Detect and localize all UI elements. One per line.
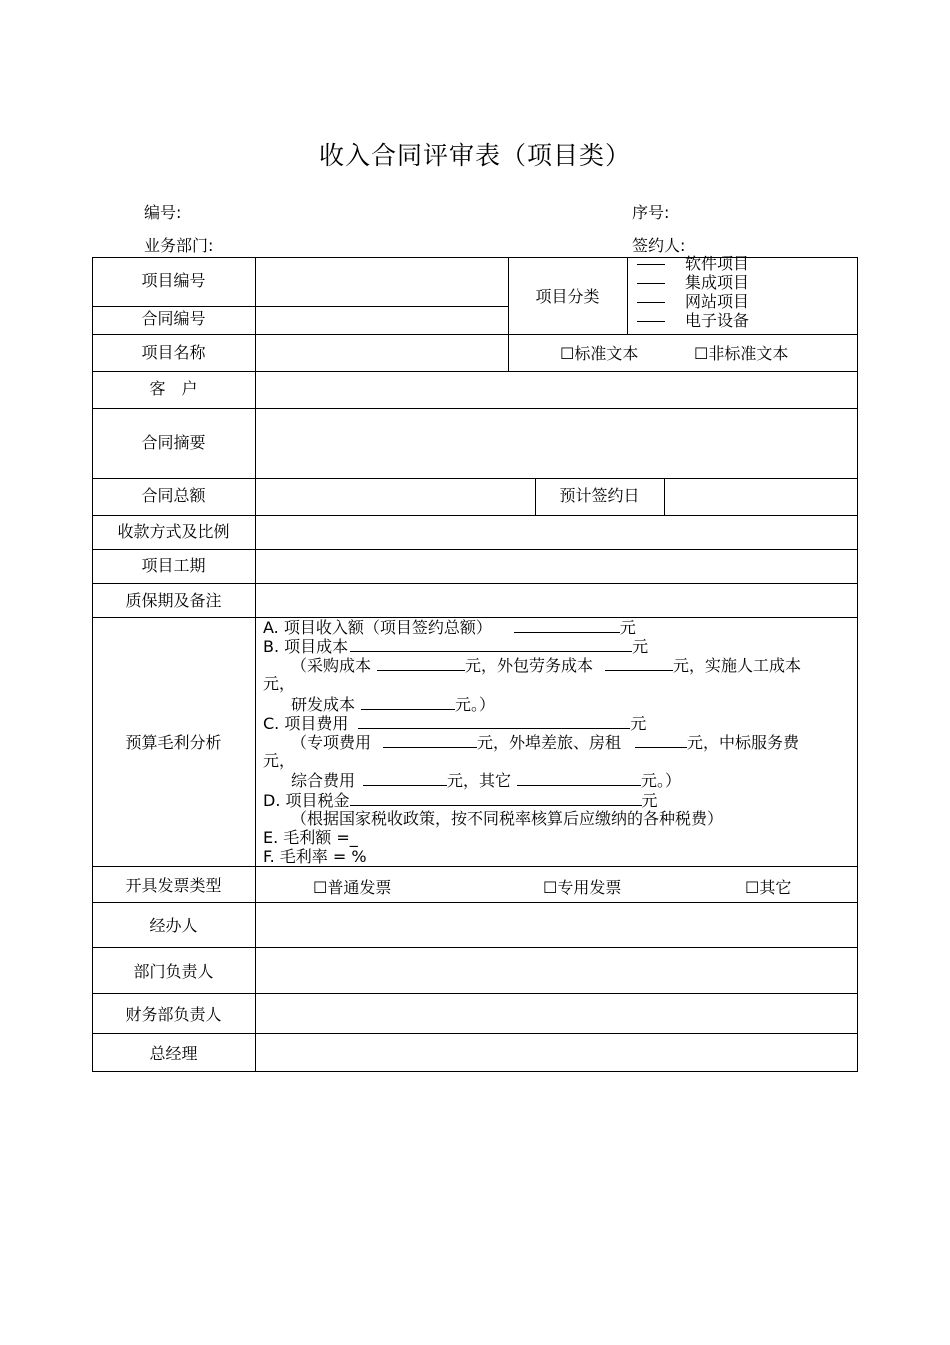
- budget-line-c-detail: （专项费用 元，外埠差旅、房租 元，中标服务费: [291, 733, 800, 752]
- finance-head-label: 财务部负责人: [125, 1004, 222, 1024]
- expected-sign-date-label: 预计签约日: [559, 486, 640, 505]
- contract-no-label: 合同编号: [141, 308, 206, 328]
- general-manager-label: 总经理: [149, 1043, 198, 1063]
- serial-label: 序号:: [632, 203, 670, 222]
- contract-total-label: 合同总额: [141, 486, 206, 505]
- payment-method-label: 收款方式及比例: [117, 521, 230, 541]
- budget-line-e: E. 毛利额 =_: [263, 828, 358, 847]
- budget-line-c-wrap: 元，: [263, 751, 296, 770]
- handler-label: 经办人: [149, 916, 198, 935]
- dept-head-field[interactable]: [256, 948, 857, 993]
- invoice-type-label: 开具发票类型: [125, 875, 222, 895]
- contract-no-field[interactable]: [256, 307, 508, 334]
- warranty-label: 质保期及备注: [125, 590, 222, 610]
- budget-line-b-rd: 研发成本 元。）: [291, 695, 496, 714]
- general-invoice-checkbox[interactable]: ☐普通发票: [313, 878, 392, 897]
- special-invoice-checkbox[interactable]: ☐专用发票: [543, 878, 622, 897]
- contract-total-field[interactable]: [256, 479, 535, 515]
- category-option-integration[interactable]: 集成项目: [637, 273, 749, 292]
- project-name-field[interactable]: [256, 335, 508, 371]
- general-manager-field[interactable]: [256, 1034, 857, 1071]
- page-title: 收入合同评审表（项目类）: [318, 141, 631, 170]
- budget-line-c: C. 项目费用 元: [263, 714, 647, 733]
- budget-line-b-detail: （采购成本 元，外包劳务成本 元，实施人工成本: [291, 656, 802, 675]
- number-label: 编号:: [144, 203, 182, 222]
- project-no-label: 项目编号: [141, 270, 206, 290]
- department-label: 业务部门:: [144, 236, 214, 255]
- budget-line-b-wrap: 元，: [263, 674, 296, 693]
- budget-line-a: A. 项目收入额（项目签约总额） 元: [263, 618, 636, 637]
- budget-analysis-label: 预算毛利分析: [125, 733, 222, 752]
- other-invoice-checkbox[interactable]: ☐其它: [745, 878, 792, 897]
- budget-line-c-other: 综合费用 元，其它 元。）: [291, 771, 682, 790]
- category-option-website[interactable]: 网站项目: [637, 292, 749, 311]
- dept-head-label: 部门负责人: [133, 961, 214, 981]
- payment-method-field[interactable]: [256, 516, 857, 549]
- finance-head-field[interactable]: [256, 994, 857, 1033]
- nonstandard-text-checkbox[interactable]: ☐非标准文本: [694, 344, 789, 363]
- contract-summary-label: 合同摘要: [141, 432, 206, 452]
- budget-line-b: B. 项目成本 元: [263, 637, 649, 656]
- signer-label: 签约人:: [632, 236, 686, 255]
- project-name-label: 项目名称: [141, 342, 206, 362]
- project-period-label: 项目工期: [141, 555, 206, 575]
- customer-label: 客 户: [149, 379, 198, 398]
- budget-line-d-note: （根据国家税收政策，按不同税率核算后应缴纳的各种税费）: [291, 809, 724, 828]
- handler-field[interactable]: [256, 903, 857, 947]
- budget-line-d: D. 项目税金 元: [263, 791, 658, 810]
- budget-line-f: F. 毛利率 = %: [263, 847, 367, 866]
- warranty-field[interactable]: [256, 584, 857, 617]
- category-option-electronics[interactable]: 电子设备: [637, 311, 749, 330]
- project-category-label: 项目分类: [535, 287, 600, 306]
- contract-summary-field[interactable]: [256, 409, 857, 478]
- standard-text-checkbox[interactable]: ☐标准文本: [560, 344, 639, 363]
- customer-field[interactable]: [256, 372, 857, 408]
- expected-sign-date-field[interactable]: [665, 479, 857, 515]
- project-no-field[interactable]: [256, 258, 508, 306]
- category-option-software[interactable]: 软件项目: [637, 254, 749, 273]
- project-period-field[interactable]: [256, 550, 857, 583]
